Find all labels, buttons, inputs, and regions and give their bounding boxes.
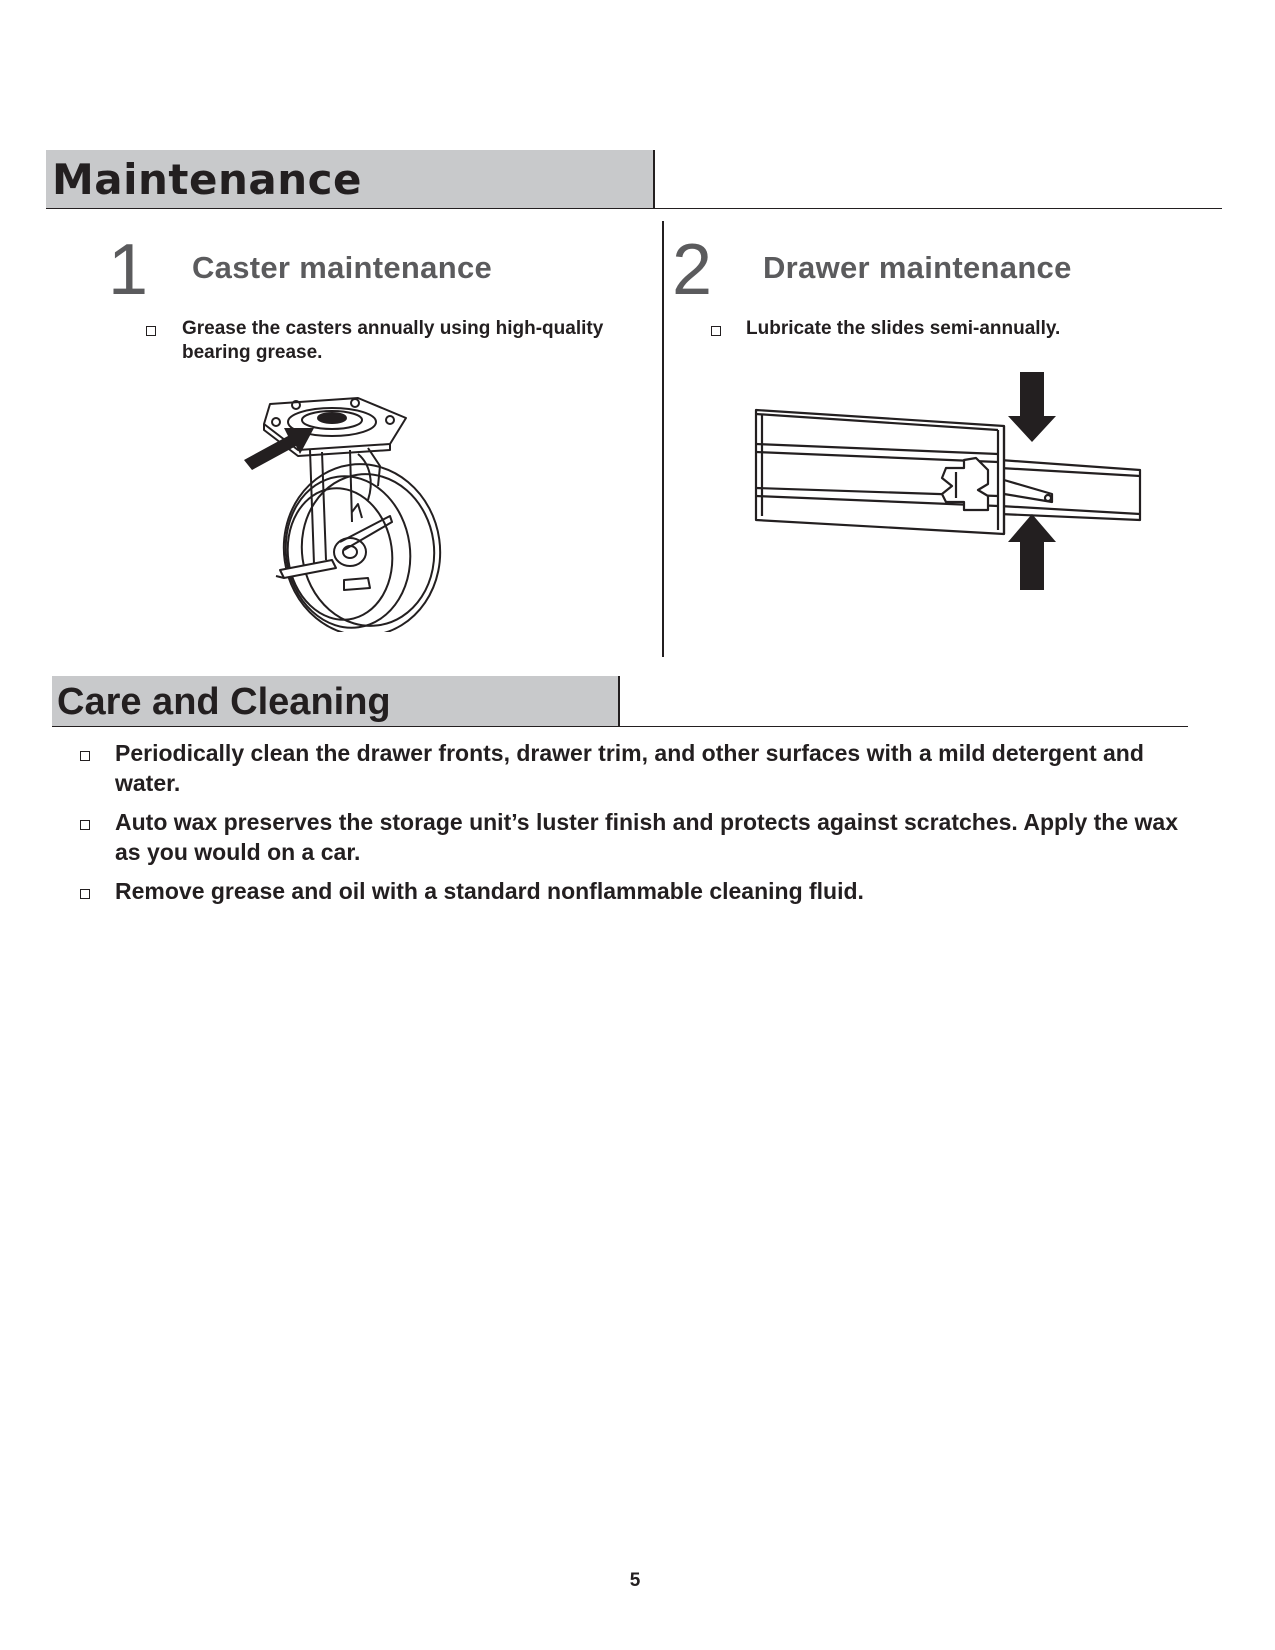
care-item-text: Auto wax preserves the storage unit’s luster finish and protects against scratches. Apply the wax as you would on a car.: [115, 809, 1178, 865]
maintenance-header-divider: [653, 150, 655, 208]
list-item: [80, 738, 1190, 798]
step-1-number: 1: [108, 230, 149, 310]
care-list: [80, 738, 1190, 915]
caster-wheel-illustration: [240, 392, 470, 632]
checkbox-icon: [146, 326, 156, 336]
care-cleaning-title: Care and Cleaning: [57, 681, 391, 723]
list-item: [80, 807, 1190, 867]
step-2-title: Drawer maintenance: [763, 250, 1072, 285]
checkbox-icon: [80, 889, 90, 899]
checkbox-icon: [80, 820, 90, 830]
care-header-divider: [618, 676, 620, 726]
page-number: 5: [629, 1570, 641, 1591]
step-2-number: 2: [672, 230, 713, 310]
checkbox-icon: [711, 326, 721, 336]
arrow-down-icon: [1008, 372, 1056, 442]
drawer-slide-illustration: [752, 372, 1142, 592]
care-item-text: Periodically clean the drawer fronts, drawer trim, and other surfaces with a mild detergent and water.: [115, 740, 1144, 796]
arrow-up-icon: [1008, 514, 1056, 590]
care-cleaning-header: [52, 676, 1188, 727]
step-1-instruction: Grease the casters annually using high-quality bearing grease.: [182, 318, 604, 363]
care-item-text: Remove grease and oil with a standard nonflammable cleaning fluid.: [115, 878, 864, 904]
step-1-title: Caster maintenance: [192, 250, 493, 285]
maintenance-title: Maintenance: [52, 155, 363, 204]
step-2-instruction: Lubricate the slides semi-annually.: [746, 318, 1061, 339]
list-item: [80, 876, 1190, 906]
checkbox-icon: [80, 751, 90, 761]
column-divider: [662, 221, 664, 657]
maintenance-header: [46, 150, 1222, 209]
